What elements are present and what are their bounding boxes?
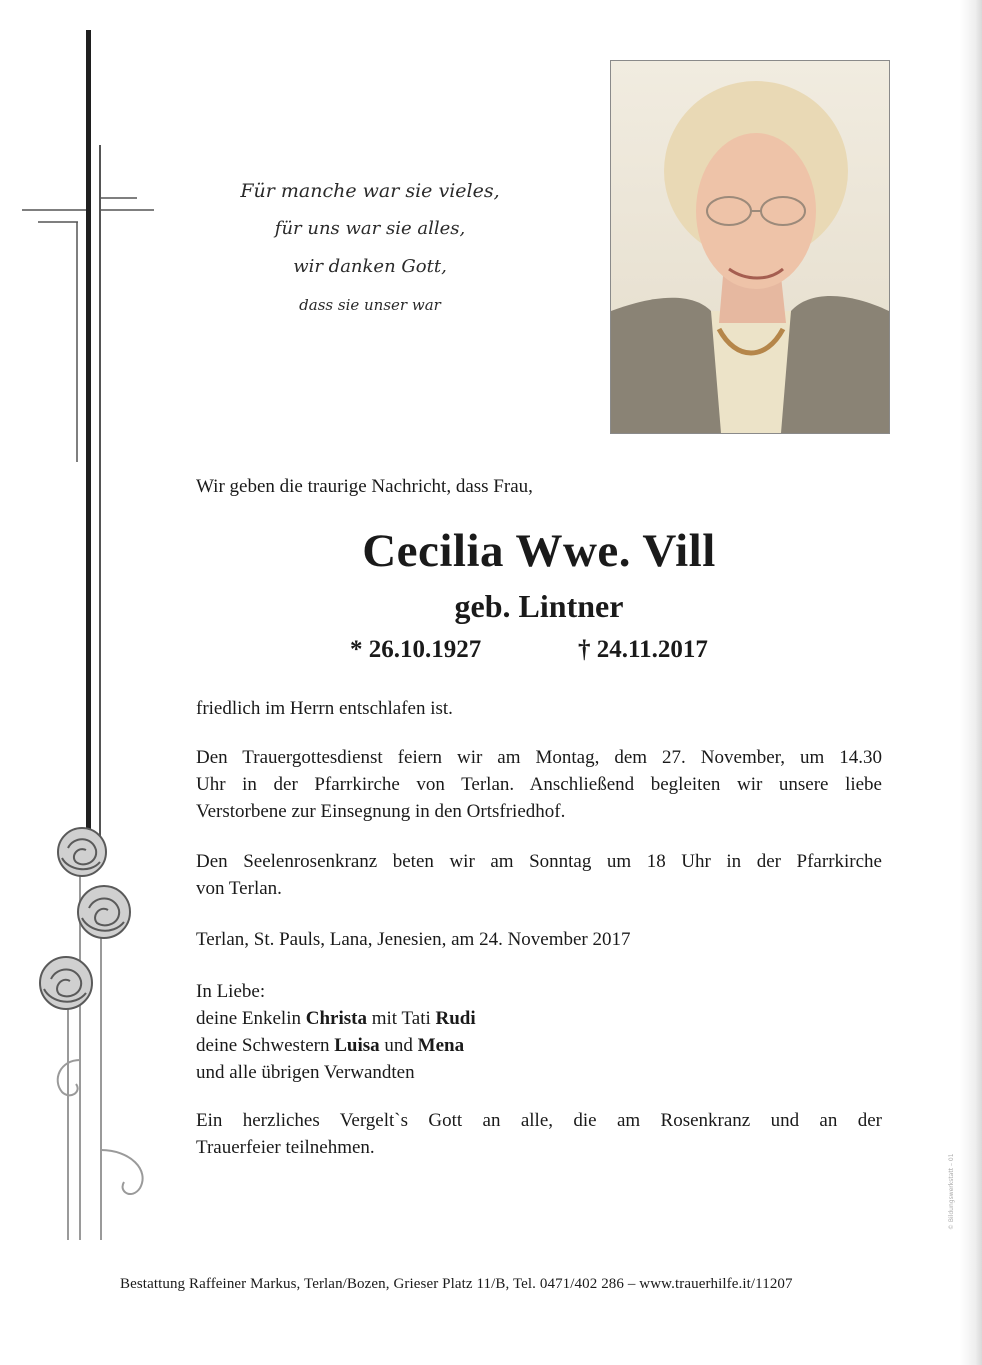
thanks-line: Ein herzliches Vergelt`s Gott an alle, die am Rosenkranz und an der	[196, 1110, 882, 1131]
quote-line: für uns war sie alles,	[274, 218, 466, 239]
rose-icon	[78, 886, 130, 938]
mourner-text: deine Schwestern	[196, 1035, 330, 1056]
passed-line: friedlich im Herrn entschlafen ist.	[196, 698, 453, 719]
portrait-photo	[610, 60, 890, 434]
funeral-line: Uhr in der Pfarrkirche von Terlan. Anschließend begleiten wir unsere liebe	[196, 774, 882, 795]
mourner-name: Rudi	[435, 1008, 476, 1029]
mourners-heading: In Liebe:	[196, 981, 266, 1002]
thanks-paragraph	[196, 1107, 882, 1161]
cross-beam-thin-line	[99, 145, 101, 845]
rose-icon	[58, 828, 106, 876]
maiden-name: geb. Lintner	[454, 588, 624, 624]
mourner-text: deine Enkelin	[196, 1008, 301, 1029]
life-dates	[350, 636, 750, 668]
print-watermark: © Bildungswerkstatt – 01	[948, 1153, 955, 1230]
quote-line: dass sie unser war	[299, 296, 441, 314]
rose-icon	[40, 957, 92, 1009]
thanks-line: Trauerfeier teilnehmen.	[196, 1137, 375, 1158]
funeral-line: Verstorbene zur Einsegnung in den Ortsfriedhof.	[196, 801, 566, 822]
mourner-name: Christa	[305, 1008, 367, 1029]
quote-line: wir danken Gott,	[293, 256, 447, 277]
funeral-home-footer: Bestattung Raffeiner Markus, Terlan/Bozen, Grieser Platz 11/B, Tel. 0471/402 286 – www.trauerhilfe.it/11207	[120, 1276, 793, 1292]
mourner-text: mit Tati	[371, 1008, 431, 1029]
quote-line: Für manche war sie vieles,	[240, 180, 500, 202]
death-date: † 24.11.2017	[578, 636, 708, 663]
memorial-quote	[200, 172, 540, 324]
funeral-paragraph	[196, 744, 882, 825]
cross-and-roses-decoration	[0, 0, 190, 1240]
rosary-paragraph	[196, 848, 882, 902]
rosary-line: von Terlan.	[196, 878, 282, 899]
funeral-line: Den Trauergottesdienst feiern wir am Montag, dem 27. November, um 14.30	[196, 747, 882, 768]
mourner-text: und	[384, 1035, 413, 1056]
mourner-name: Luisa	[334, 1035, 380, 1056]
mourners-list	[196, 978, 882, 1086]
page-edge-shadow	[960, 0, 982, 1365]
cross-beam-vertical	[86, 30, 91, 840]
birth-date: * 26.10.1927	[350, 636, 482, 663]
place-date-line: Terlan, St. Pauls, Lana, Jenesien, am 24. November 2017	[196, 929, 631, 950]
mourner-grandchild	[196, 1005, 882, 1032]
passed-text	[196, 695, 882, 722]
mourner-name: Mena	[417, 1035, 465, 1056]
rosary-line: Den Seelenrosenkranz beten wir am Sonntag um 18 Uhr in der Pfarrkirche	[196, 851, 882, 872]
mourner-others: und alle übrigen Verwandten	[196, 1062, 415, 1083]
deceased-name: Cecilia Wwe. Vill	[362, 525, 716, 577]
mourner-sisters	[196, 1032, 882, 1059]
place-date	[196, 926, 882, 953]
intro-text: Wir geben die traurige Nachricht, dass Frau,	[196, 476, 533, 497]
